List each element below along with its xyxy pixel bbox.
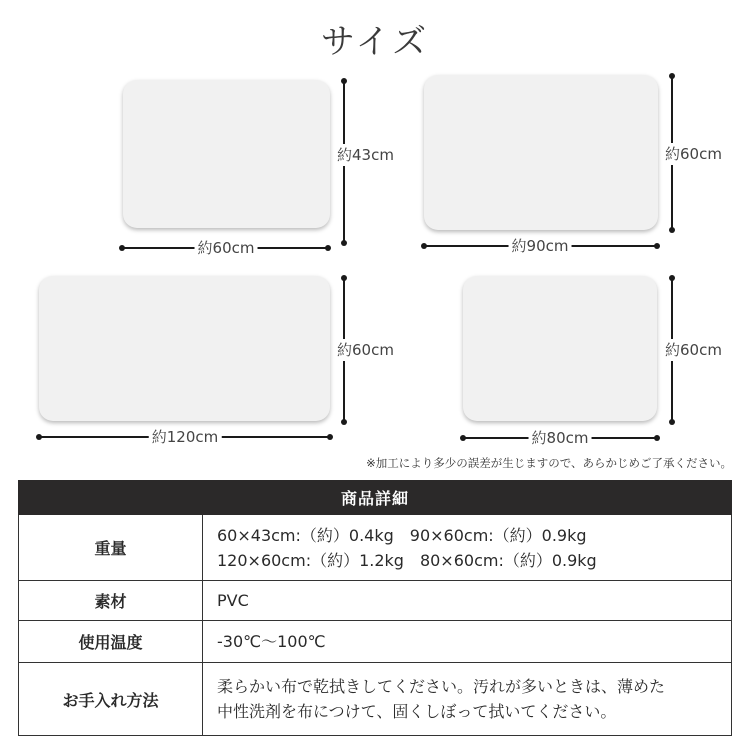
page-title: サイズ: [320, 22, 430, 62]
mat-illustration: [123, 80, 330, 228]
width-label: 約80cm: [529, 429, 592, 447]
mat-illustration: [424, 75, 658, 230]
width-label: 約120cm: [149, 428, 222, 446]
row-label: 素材: [19, 581, 203, 621]
height-label: 約60cm: [665, 341, 722, 359]
row-label: 重量: [19, 515, 203, 581]
width-label: 約90cm: [509, 237, 572, 255]
tolerance-note: ※加工により多少の誤差が生じますので、あらかじめご了承ください。: [366, 456, 732, 470]
table-row-material: [19, 581, 732, 621]
height-label: 約60cm: [665, 145, 722, 163]
table-row-care: [19, 663, 732, 736]
row-label: お手入れ方法: [19, 663, 203, 736]
table-row-weight: [19, 515, 732, 581]
height-label: 約43cm: [337, 146, 394, 164]
width-label: 約60cm: [195, 239, 258, 257]
row-value: -30℃～100℃: [203, 621, 732, 663]
height-label: 約60cm: [337, 341, 394, 359]
table-row-temperature: [19, 621, 732, 663]
product-details-table: [18, 480, 732, 736]
mat-illustration: [39, 276, 330, 421]
row-value: 60×43cm:（約）0.4kg 90×60cm:（約）0.9kg 120×60cm:（約）1.2kg 80×60cm:（約）0.9kg: [203, 515, 732, 581]
row-value: 柔らかい布で乾拭きしてください。汚れが多いときは、薄めた 中性洗剤を布につけて、固くしぼって拭いてください。: [203, 663, 732, 736]
table-header: 商品詳細: [19, 481, 732, 515]
row-label: 使用温度: [19, 621, 203, 663]
mat-illustration: [463, 276, 657, 421]
row-value: PVC: [203, 581, 732, 621]
